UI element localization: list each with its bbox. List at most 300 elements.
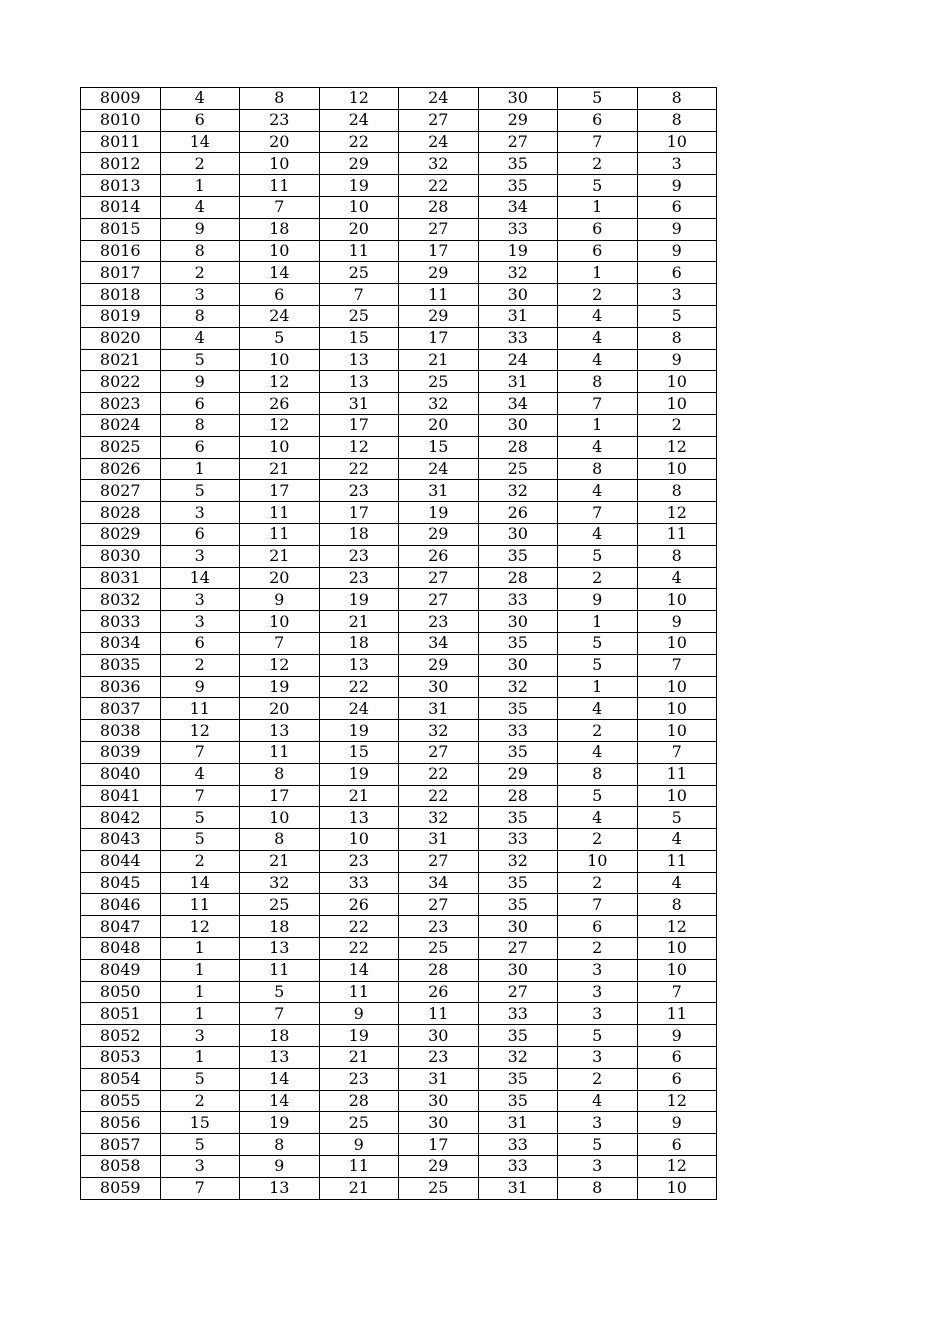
- table-row: [81, 829, 717, 851]
- row-id-cell: 8026: [81, 458, 161, 480]
- table-cell: 3: [160, 1025, 240, 1047]
- table-row: [81, 567, 717, 589]
- table-cell: 4: [558, 305, 638, 327]
- table-cell: 29: [399, 262, 479, 284]
- table-row: [81, 1156, 717, 1178]
- row-id-cell: 8023: [81, 393, 161, 415]
- table-cell: 9: [319, 1134, 399, 1156]
- table-cell: 8: [637, 894, 717, 916]
- table-cell: 20: [240, 698, 320, 720]
- table-row: [81, 414, 717, 436]
- table-cell: 15: [319, 327, 399, 349]
- table-cell: 13: [319, 654, 399, 676]
- table-cell: 2: [558, 829, 638, 851]
- row-id-cell: 8052: [81, 1025, 161, 1047]
- table-cell: 18: [319, 523, 399, 545]
- table-cell: 26: [399, 981, 479, 1003]
- table-cell: 22: [399, 175, 479, 197]
- table-cell: 11: [319, 981, 399, 1003]
- table-cell: 21: [399, 349, 479, 371]
- table-cell: 9: [637, 349, 717, 371]
- table-cell: 8: [240, 829, 320, 851]
- table-row: [81, 698, 717, 720]
- table-cell: 2: [558, 284, 638, 306]
- table-cell: 23: [319, 480, 399, 502]
- row-id-cell: 8022: [81, 371, 161, 393]
- table-cell: 30: [399, 676, 479, 698]
- table-cell: 12: [240, 414, 320, 436]
- table-cell: 25: [240, 894, 320, 916]
- table-cell: 6: [558, 916, 638, 938]
- table-cell: 1: [558, 414, 638, 436]
- table-cell: 31: [478, 305, 558, 327]
- table-row: [81, 88, 717, 110]
- table-cell: 7: [637, 654, 717, 676]
- table-row: [81, 349, 717, 371]
- table-cell: 3: [160, 1156, 240, 1178]
- table-cell: 35: [478, 698, 558, 720]
- table-cell: 6: [160, 632, 240, 654]
- table-cell: 23: [399, 916, 479, 938]
- table-cell: 27: [399, 850, 479, 872]
- table-cell: 7: [240, 1003, 320, 1025]
- row-id-cell: 8044: [81, 850, 161, 872]
- table-cell: 6: [558, 218, 638, 240]
- table-cell: 25: [478, 458, 558, 480]
- table-cell: 5: [558, 785, 638, 807]
- table-cell: 5: [240, 981, 320, 1003]
- table-cell: 32: [478, 480, 558, 502]
- table-cell: 27: [399, 567, 479, 589]
- table-cell: 28: [478, 567, 558, 589]
- table-cell: 6: [637, 262, 717, 284]
- table-cell: 25: [399, 1177, 479, 1199]
- table-cell: 19: [319, 589, 399, 611]
- table-cell: 27: [399, 894, 479, 916]
- table-cell: 5: [558, 632, 638, 654]
- table-cell: 8: [558, 1177, 638, 1199]
- table-row: [81, 502, 717, 524]
- table-cell: 15: [319, 741, 399, 763]
- table-cell: 6: [558, 109, 638, 131]
- row-id-cell: 8018: [81, 284, 161, 306]
- table-cell: 22: [399, 763, 479, 785]
- table-cell: 13: [319, 371, 399, 393]
- table-row: [81, 916, 717, 938]
- table-cell: 5: [558, 654, 638, 676]
- row-id-cell: 8011: [81, 131, 161, 153]
- table-cell: 6: [160, 393, 240, 415]
- table-cell: 31: [399, 1068, 479, 1090]
- table-cell: 12: [160, 720, 240, 742]
- table-cell: 9: [637, 240, 717, 262]
- table-cell: 1: [160, 1047, 240, 1069]
- table-cell: 7: [160, 741, 240, 763]
- table-cell: 4: [637, 829, 717, 851]
- table-cell: 21: [240, 458, 320, 480]
- row-id-cell: 8016: [81, 240, 161, 262]
- table-body: [81, 88, 717, 1200]
- table-cell: 7: [240, 632, 320, 654]
- table-cell: 4: [558, 349, 638, 371]
- table-cell: 5: [558, 1025, 638, 1047]
- table-row: [81, 153, 717, 175]
- table-cell: 30: [478, 88, 558, 110]
- row-id-cell: 8024: [81, 414, 161, 436]
- table-cell: 30: [399, 1025, 479, 1047]
- table-cell: 10: [637, 393, 717, 415]
- table-row: [81, 981, 717, 1003]
- table-cell: 29: [478, 109, 558, 131]
- table-cell: 19: [240, 1112, 320, 1134]
- row-id-cell: 8054: [81, 1068, 161, 1090]
- table-cell: 2: [558, 938, 638, 960]
- row-id-cell: 8057: [81, 1134, 161, 1156]
- table-cell: 5: [160, 1134, 240, 1156]
- table-cell: 5: [160, 829, 240, 851]
- table-cell: 2: [160, 1090, 240, 1112]
- table-cell: 11: [637, 523, 717, 545]
- table-cell: 32: [399, 153, 479, 175]
- table-cell: 6: [240, 284, 320, 306]
- table-cell: 12: [319, 436, 399, 458]
- data-table: [80, 87, 717, 1200]
- table-cell: 33: [478, 1134, 558, 1156]
- table-cell: 22: [319, 916, 399, 938]
- table-cell: 3: [558, 1112, 638, 1134]
- table-cell: 6: [160, 109, 240, 131]
- table-cell: 5: [160, 349, 240, 371]
- table-cell: 20: [240, 567, 320, 589]
- row-id-cell: 8027: [81, 480, 161, 502]
- row-id-cell: 8025: [81, 436, 161, 458]
- table-cell: 3: [160, 589, 240, 611]
- table-cell: 31: [399, 829, 479, 851]
- table-cell: 4: [160, 327, 240, 349]
- row-id-cell: 8021: [81, 349, 161, 371]
- table-cell: 12: [319, 88, 399, 110]
- table-cell: 25: [319, 262, 399, 284]
- table-row: [81, 676, 717, 698]
- table-cell: 18: [240, 1025, 320, 1047]
- table-cell: 8: [160, 414, 240, 436]
- table-cell: 27: [478, 938, 558, 960]
- table-cell: 9: [240, 1156, 320, 1178]
- table-row: [81, 894, 717, 916]
- table-cell: 7: [319, 284, 399, 306]
- table-cell: 4: [637, 567, 717, 589]
- table-cell: 2: [160, 654, 240, 676]
- table-row: [81, 1068, 717, 1090]
- table-cell: 9: [637, 175, 717, 197]
- table-cell: 20: [399, 414, 479, 436]
- table-cell: 3: [558, 1156, 638, 1178]
- table-cell: 5: [160, 480, 240, 502]
- table-row: [81, 785, 717, 807]
- table-cell: 4: [160, 763, 240, 785]
- table-cell: 28: [478, 785, 558, 807]
- table-cell: 32: [478, 676, 558, 698]
- table-cell: 11: [637, 1003, 717, 1025]
- row-id-cell: 8051: [81, 1003, 161, 1025]
- table-cell: 7: [558, 131, 638, 153]
- table-cell: 14: [240, 262, 320, 284]
- table-cell: 3: [160, 284, 240, 306]
- table-cell: 19: [319, 175, 399, 197]
- table-cell: 10: [240, 153, 320, 175]
- table-cell: 3: [160, 611, 240, 633]
- table-cell: 26: [240, 393, 320, 415]
- table-row: [81, 545, 717, 567]
- table-cell: 1: [160, 981, 240, 1003]
- table-row: [81, 175, 717, 197]
- row-id-cell: 8029: [81, 523, 161, 545]
- table-cell: 8: [637, 327, 717, 349]
- table-cell: 24: [399, 88, 479, 110]
- table-cell: 13: [240, 720, 320, 742]
- table-cell: 5: [558, 545, 638, 567]
- row-id-cell: 8035: [81, 654, 161, 676]
- table-cell: 2: [558, 872, 638, 894]
- table-cell: 22: [319, 676, 399, 698]
- table-cell: 34: [478, 393, 558, 415]
- table-cell: 23: [319, 545, 399, 567]
- table-row: [81, 720, 717, 742]
- table-cell: 3: [558, 981, 638, 1003]
- table-cell: 8: [240, 763, 320, 785]
- table-cell: 3: [558, 1047, 638, 1069]
- table-cell: 32: [240, 872, 320, 894]
- table-cell: 25: [319, 1112, 399, 1134]
- table-cell: 11: [240, 741, 320, 763]
- table-cell: 8: [637, 109, 717, 131]
- table-cell: 33: [478, 829, 558, 851]
- row-id-cell: 8009: [81, 88, 161, 110]
- table-cell: 5: [637, 807, 717, 829]
- table-cell: 33: [478, 720, 558, 742]
- table-cell: 7: [558, 393, 638, 415]
- table-cell: 6: [637, 1068, 717, 1090]
- table-cell: 33: [478, 327, 558, 349]
- table-cell: 26: [399, 545, 479, 567]
- table-cell: 33: [478, 589, 558, 611]
- table-cell: 35: [478, 872, 558, 894]
- table-row: [81, 305, 717, 327]
- table-cell: 3: [637, 153, 717, 175]
- table-row: [81, 959, 717, 981]
- table-cell: 17: [240, 785, 320, 807]
- table-cell: 21: [319, 1047, 399, 1069]
- table-cell: 8: [558, 371, 638, 393]
- table-cell: 7: [160, 785, 240, 807]
- table-cell: 9: [637, 1112, 717, 1134]
- table-cell: 31: [478, 1177, 558, 1199]
- table-cell: 35: [478, 1090, 558, 1112]
- table-cell: 27: [399, 109, 479, 131]
- table-cell: 28: [399, 959, 479, 981]
- table-cell: 23: [399, 611, 479, 633]
- table-cell: 30: [478, 959, 558, 981]
- row-id-cell: 8049: [81, 959, 161, 981]
- row-id-cell: 8050: [81, 981, 161, 1003]
- row-id-cell: 8047: [81, 916, 161, 938]
- table-row: [81, 763, 717, 785]
- table-cell: 6: [637, 1134, 717, 1156]
- table-cell: 29: [399, 654, 479, 676]
- table-cell: 9: [637, 1025, 717, 1047]
- table-cell: 17: [399, 240, 479, 262]
- table-cell: 28: [478, 436, 558, 458]
- table-cell: 5: [558, 1134, 638, 1156]
- table-cell: 10: [240, 807, 320, 829]
- table-cell: 29: [399, 1156, 479, 1178]
- table-cell: 1: [558, 196, 638, 218]
- table-cell: 32: [478, 850, 558, 872]
- row-id-cell: 8045: [81, 872, 161, 894]
- table-cell: 30: [478, 611, 558, 633]
- table-cell: 15: [399, 436, 479, 458]
- row-id-cell: 8048: [81, 938, 161, 960]
- row-id-cell: 8012: [81, 153, 161, 175]
- row-id-cell: 8042: [81, 807, 161, 829]
- table-cell: 17: [319, 502, 399, 524]
- table-cell: 11: [319, 240, 399, 262]
- table-cell: 21: [319, 611, 399, 633]
- table-cell: 24: [399, 131, 479, 153]
- table-cell: 30: [399, 1112, 479, 1134]
- table-row: [81, 1177, 717, 1199]
- table-cell: 30: [478, 523, 558, 545]
- table-cell: 3: [637, 284, 717, 306]
- table-cell: 10: [637, 371, 717, 393]
- table-cell: 4: [558, 523, 638, 545]
- table-cell: 10: [637, 720, 717, 742]
- table-cell: 30: [478, 414, 558, 436]
- table-cell: 10: [240, 436, 320, 458]
- table-cell: 19: [478, 240, 558, 262]
- table-row: [81, 632, 717, 654]
- row-id-cell: 8017: [81, 262, 161, 284]
- table-cell: 10: [637, 458, 717, 480]
- table-cell: 14: [160, 872, 240, 894]
- table-cell: 25: [319, 305, 399, 327]
- table-cell: 1: [160, 458, 240, 480]
- table-row: [81, 131, 717, 153]
- table-cell: 32: [399, 720, 479, 742]
- table-row: [81, 196, 717, 218]
- table-cell: 27: [399, 589, 479, 611]
- table-cell: 4: [160, 196, 240, 218]
- table-cell: 7: [637, 981, 717, 1003]
- table-cell: 14: [319, 959, 399, 981]
- table-cell: 1: [160, 175, 240, 197]
- table-cell: 27: [478, 981, 558, 1003]
- table-cell: 24: [399, 458, 479, 480]
- table-cell: 7: [637, 741, 717, 763]
- row-id-cell: 8036: [81, 676, 161, 698]
- table-cell: 8: [558, 763, 638, 785]
- table-cell: 20: [319, 218, 399, 240]
- table-row: [81, 327, 717, 349]
- table-cell: 18: [240, 218, 320, 240]
- table-cell: 33: [478, 1003, 558, 1025]
- table-cell: 15: [160, 1112, 240, 1134]
- table-row: [81, 938, 717, 960]
- table-cell: 19: [319, 763, 399, 785]
- table-cell: 23: [399, 1047, 479, 1069]
- row-id-cell: 8031: [81, 567, 161, 589]
- table-cell: 2: [558, 567, 638, 589]
- table-cell: 13: [319, 807, 399, 829]
- table-cell: 2: [558, 153, 638, 175]
- table-cell: 1: [558, 611, 638, 633]
- row-id-cell: 8037: [81, 698, 161, 720]
- table-row: [81, 850, 717, 872]
- table-cell: 34: [399, 872, 479, 894]
- table-cell: 31: [478, 371, 558, 393]
- table-cell: 31: [399, 698, 479, 720]
- row-id-cell: 8058: [81, 1156, 161, 1178]
- table-cell: 35: [478, 632, 558, 654]
- table-cell: 10: [637, 698, 717, 720]
- table-cell: 20: [240, 131, 320, 153]
- table-cell: 14: [240, 1090, 320, 1112]
- table-cell: 31: [319, 393, 399, 415]
- table-cell: 21: [319, 1177, 399, 1199]
- table-cell: 14: [160, 567, 240, 589]
- table-cell: 13: [240, 1177, 320, 1199]
- row-id-cell: 8030: [81, 545, 161, 567]
- row-id-cell: 8046: [81, 894, 161, 916]
- table-cell: 35: [478, 1025, 558, 1047]
- table-cell: 26: [319, 894, 399, 916]
- table-cell: 6: [160, 436, 240, 458]
- table-cell: 4: [637, 872, 717, 894]
- table-row: [81, 1025, 717, 1047]
- table-cell: 32: [478, 1047, 558, 1069]
- table-cell: 31: [399, 480, 479, 502]
- table-cell: 4: [558, 327, 638, 349]
- table-cell: 11: [240, 523, 320, 545]
- table-cell: 34: [399, 632, 479, 654]
- table-cell: 12: [637, 1156, 717, 1178]
- table-cell: 2: [160, 153, 240, 175]
- table-cell: 30: [478, 654, 558, 676]
- row-id-cell: 8041: [81, 785, 161, 807]
- table-cell: 4: [558, 741, 638, 763]
- table-row: [81, 480, 717, 502]
- table-cell: 8: [637, 545, 717, 567]
- table-cell: 11: [160, 698, 240, 720]
- table-cell: 5: [558, 175, 638, 197]
- table-cell: 12: [637, 916, 717, 938]
- table-cell: 2: [558, 720, 638, 742]
- table-cell: 19: [240, 676, 320, 698]
- table-cell: 10: [637, 676, 717, 698]
- table-cell: 33: [478, 1156, 558, 1178]
- table-cell: 35: [478, 545, 558, 567]
- table-cell: 23: [319, 1068, 399, 1090]
- table-cell: 12: [637, 1090, 717, 1112]
- table-cell: 4: [558, 480, 638, 502]
- table-cell: 11: [399, 284, 479, 306]
- table-cell: 10: [637, 589, 717, 611]
- table-cell: 19: [319, 720, 399, 742]
- table-cell: 12: [240, 654, 320, 676]
- table-cell: 18: [240, 916, 320, 938]
- table-cell: 17: [319, 414, 399, 436]
- table-cell: 12: [637, 502, 717, 524]
